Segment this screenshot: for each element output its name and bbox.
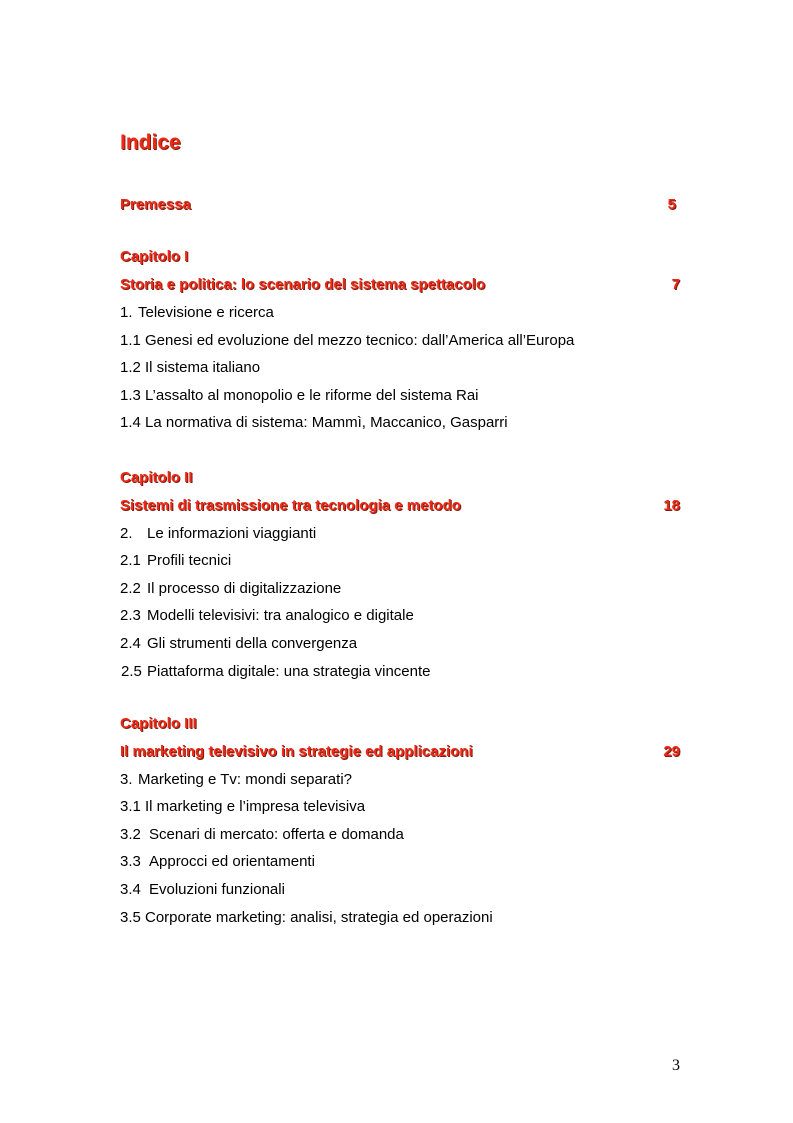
- chapter-title: Sistemi di trasmissione tra tecnologia e metodo: [120, 497, 461, 514]
- toc-item: [120, 633, 680, 655]
- chapter-page: 7: [671, 276, 680, 293]
- chapter-page: 29: [663, 743, 680, 760]
- chapter-label: Capitolo III: [120, 715, 197, 732]
- item-text: Scenari di mercato: offerta e domanda: [149, 826, 404, 843]
- toc-title: Indice: [120, 131, 181, 154]
- toc-item: [121, 661, 681, 683]
- chapter-1-label: [120, 246, 680, 268]
- premessa-page: 5: [667, 196, 676, 213]
- toc-entry-premessa: [120, 194, 680, 216]
- item-number: 2.5: [121, 663, 142, 680]
- chapter-1-title-row: [120, 274, 680, 296]
- toc-item: [120, 907, 680, 929]
- item-number: 2.3: [120, 607, 141, 624]
- item-number: 3.4: [120, 881, 141, 898]
- item-number: 3.: [120, 771, 133, 788]
- item-number: 2.: [120, 525, 133, 542]
- item-number: 1.1: [120, 332, 141, 349]
- item-number: 3.1: [120, 798, 141, 815]
- premessa-label: Premessa: [120, 196, 191, 213]
- item-text: Genesi ed evoluzione del mezzo tecnico: dall’America all’Europa: [145, 332, 575, 349]
- item-text: Evoluzioni funzionali: [149, 881, 285, 898]
- item-number: 3.3: [120, 853, 141, 870]
- item-text: Il processo di digitalizzazione: [147, 580, 342, 597]
- page-number: 3: [672, 1057, 680, 1074]
- toc-item: [120, 385, 680, 407]
- toc-item: [120, 769, 680, 791]
- item-number: 1.3: [120, 387, 141, 404]
- item-number: 3.5: [120, 909, 141, 926]
- item-number: 3.2: [120, 826, 141, 843]
- toc-item: [120, 330, 680, 352]
- chapter-2-label: [120, 467, 680, 489]
- item-text: Televisione e ricerca: [138, 304, 274, 321]
- item-text: Approcci ed orientamenti: [149, 853, 315, 870]
- toc-item: [120, 357, 680, 379]
- chapter-label: Capitolo II: [120, 469, 193, 486]
- item-text: Marketing e Tv: mondi separati?: [138, 771, 352, 788]
- chapter-2-title-row: [120, 495, 680, 517]
- item-number: 1.2: [120, 359, 141, 376]
- item-text: Corporate marketing: analisi, strategia ed operazioni: [145, 909, 493, 926]
- toc-item: [120, 550, 680, 572]
- item-text: Profili tecnici: [147, 552, 232, 569]
- toc-item: [120, 879, 680, 901]
- toc-item: [120, 796, 680, 818]
- toc-item: [120, 523, 680, 545]
- chapter-page: 18: [663, 497, 680, 514]
- toc-item: [120, 851, 680, 873]
- toc-item: [120, 412, 680, 434]
- toc-item: [120, 578, 680, 600]
- item-number: 2.1: [120, 552, 141, 569]
- item-text: L’assalto al monopolio e le riforme del sistema Rai: [145, 387, 479, 404]
- item-number: 1.4: [120, 414, 141, 431]
- chapter-title: Storia e politica: lo scenario del sistema spettacolo: [120, 276, 486, 293]
- item-text: La normativa di sistema: Mammì, Maccanico, Gasparri: [145, 414, 508, 431]
- toc-item: [120, 824, 680, 846]
- chapter-3-title-row: [120, 741, 680, 763]
- chapter-title: Il marketing televisivo in strategie ed applicazioni: [120, 743, 473, 760]
- toc-item: [120, 605, 680, 627]
- chapter-3-label: [120, 713, 680, 735]
- item-text: Il sistema italiano: [145, 359, 261, 376]
- item-text: Il marketing e l’impresa televisiva: [145, 798, 366, 815]
- item-text: Le informazioni viaggianti: [147, 525, 317, 542]
- item-text: Modelli televisivi: tra analogico e digitale: [147, 607, 414, 624]
- item-text: Gli strumenti della convergenza: [147, 635, 358, 652]
- toc-item: [120, 302, 680, 324]
- item-number: 2.4: [120, 635, 141, 652]
- item-text: Piattaforma digitale: una strategia vincente: [147, 663, 431, 680]
- chapter-label: Capitolo I: [120, 248, 189, 265]
- item-number: 1.: [120, 304, 133, 321]
- item-number: 2.2: [120, 580, 141, 597]
